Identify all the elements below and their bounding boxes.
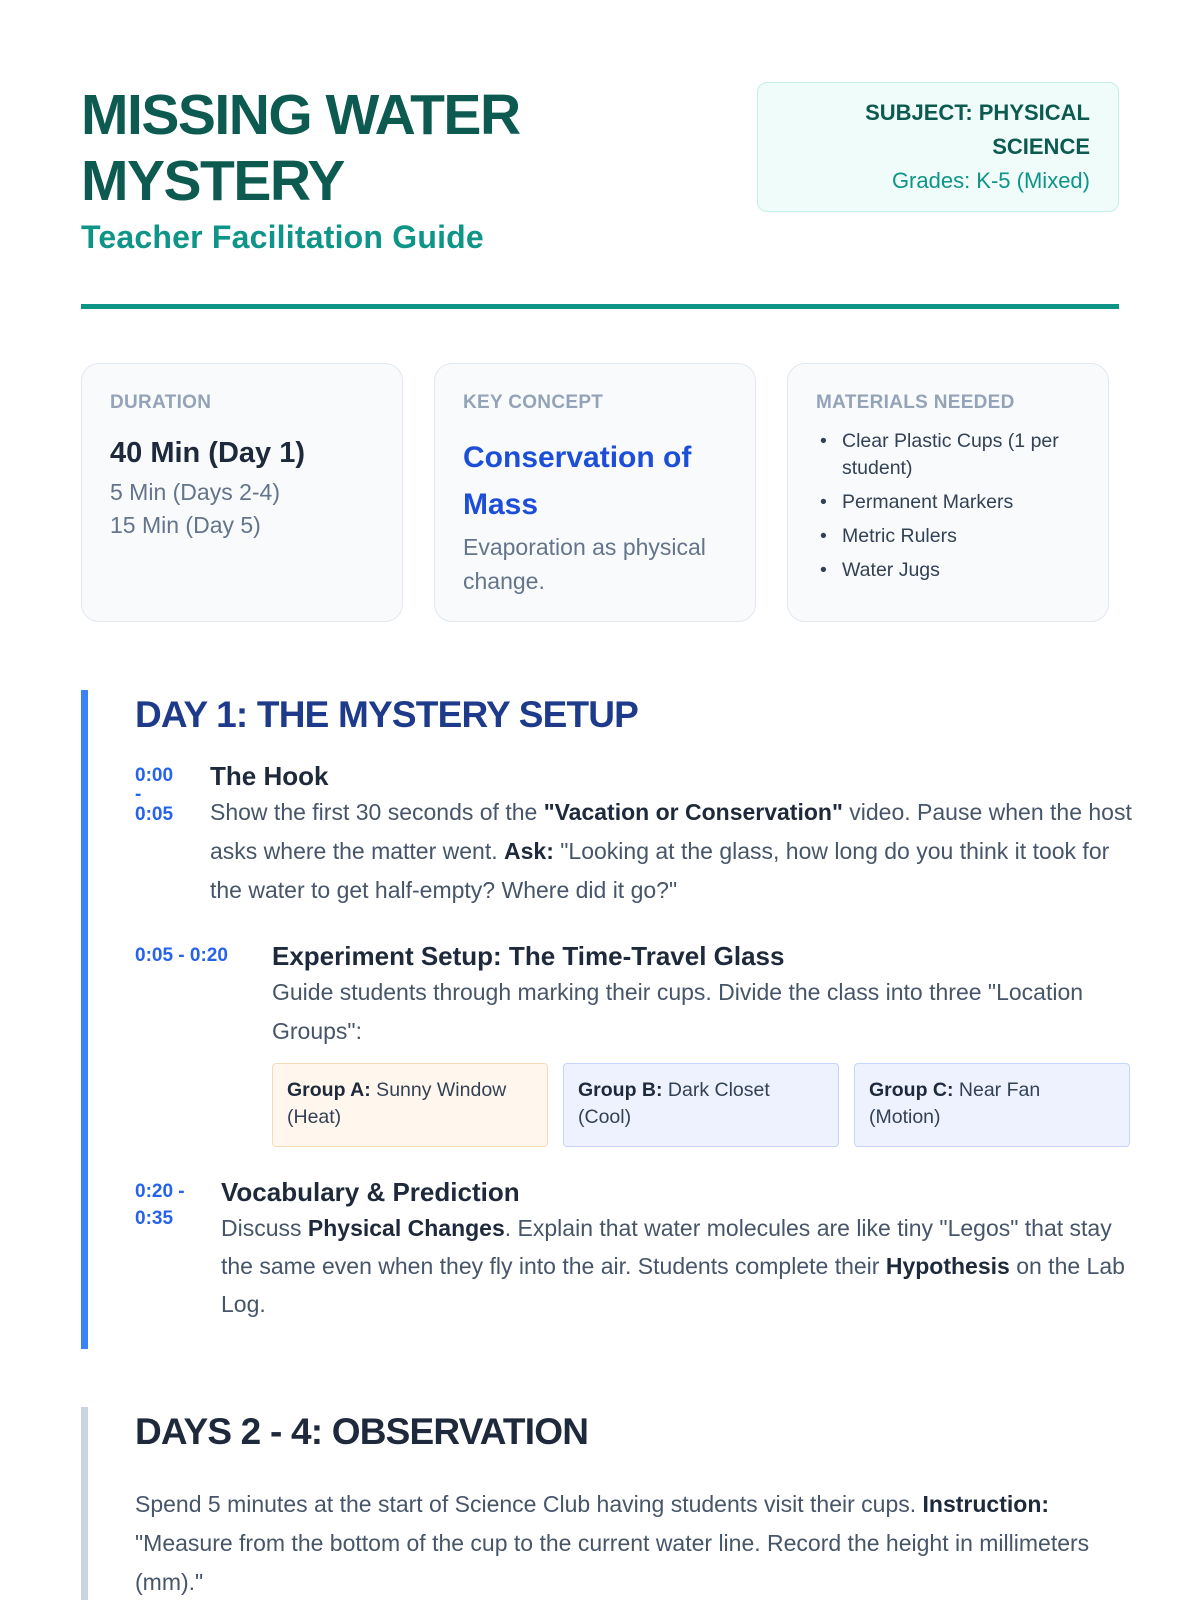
- vocab-time: 0:20 - 0:35: [135, 1181, 185, 1229]
- materials-label: MATERIALS NEEDED: [816, 392, 1015, 413]
- vocab-text: Discuss Physical Changes. Explain that water molecules are like tiny "Legos" that stay the same even when they fly into the air. Students complete their Hypothesis on the Lab Log.: [221, 1215, 1125, 1317]
- day1-section: [81, 690, 1132, 1349]
- hook-title: The Hook: [210, 761, 329, 791]
- vocab-body: [221, 1175, 1135, 1323]
- duration-main: 40 Min (Day 1): [110, 437, 305, 469]
- key-concept-main: Conservation of Mass: [463, 441, 692, 521]
- subject-badge: [757, 82, 1119, 212]
- day1-title: DAY 1: THE MYSTERY SETUP: [135, 694, 639, 735]
- guide-header: [81, 0, 1119, 309]
- setup-title: Experiment Setup: The Time-Travel Glass: [272, 941, 785, 971]
- materials-list: [816, 428, 1080, 584]
- page-title: [81, 82, 641, 214]
- list-item: • Clear Plastic Cups (1 per student): [816, 428, 1080, 482]
- location-groups: [272, 1063, 1134, 1147]
- duration-days-2-4: 5 Min (Days 2-4): [110, 479, 280, 505]
- materials-card: [787, 363, 1109, 622]
- group-a-card: Group A: Sunny Window (Heat): [272, 1063, 548, 1147]
- list-item: • Permanent Markers: [816, 489, 1080, 516]
- setup-time: 0:05 - 0:20: [135, 945, 228, 966]
- key-concept-label: KEY CONCEPT: [463, 392, 604, 413]
- title-line-2: MYSTERY: [81, 149, 344, 213]
- hook-body: [210, 759, 1135, 910]
- days-2-4-title: DAYS 2 - 4: OBSERVATION: [135, 1411, 589, 1452]
- hook-time: 0:00 - 0:05: [135, 765, 174, 825]
- list-item: • Water Jugs: [816, 557, 1080, 584]
- duration-card: [81, 363, 403, 622]
- page-subtitle: Teacher Facilitation Guide: [81, 219, 484, 255]
- hook-row: [135, 762, 1135, 912]
- subject-label: SUBJECT: PHYSICAL SCIENCE: [865, 100, 1090, 159]
- key-concept-sub: Evaporation as physical change.: [463, 534, 706, 594]
- group-b-card: Group B: Dark Closet (Cool): [563, 1063, 839, 1147]
- key-concept-card: [434, 363, 756, 622]
- vocab-title: Vocabulary & Prediction: [221, 1177, 520, 1207]
- setup-text: Guide students through marking their cups. Divide the class into three "Location Groups":: [272, 979, 1084, 1044]
- duration-day-5: 15 Min (Day 5): [110, 512, 261, 538]
- group-c-card: Group C: Near Fan (Motion): [854, 1063, 1130, 1147]
- days-2-4-section: [81, 1407, 1129, 1600]
- grades-label: Grades: K-5 (Mixed): [891, 168, 1090, 193]
- list-item: • Metric Rulers: [816, 523, 1080, 550]
- days-2-4-text: Spend 5 minutes at the start of Science Club having students visit their cups. Instruction: "Measure from the bottom of the cup to the current water line. Record the height in millimeters (mm).": [135, 1491, 1090, 1595]
- setup-body: [272, 939, 1135, 1149]
- duration-label: DURATION: [110, 392, 212, 413]
- setup-row: [135, 942, 1135, 1152]
- hook-text: Show the first 30 seconds of the "Vacation or Conservation" video. Pause when the host asks where the matter went. Ask: "Looking at the glass, how long do you think it took for the water to get half-empty? Where did it go?": [210, 799, 1132, 903]
- title-line-1: MISSING WATER: [81, 83, 520, 147]
- info-cards: [81, 363, 1129, 622]
- vocab-row: [135, 1178, 1135, 1328]
